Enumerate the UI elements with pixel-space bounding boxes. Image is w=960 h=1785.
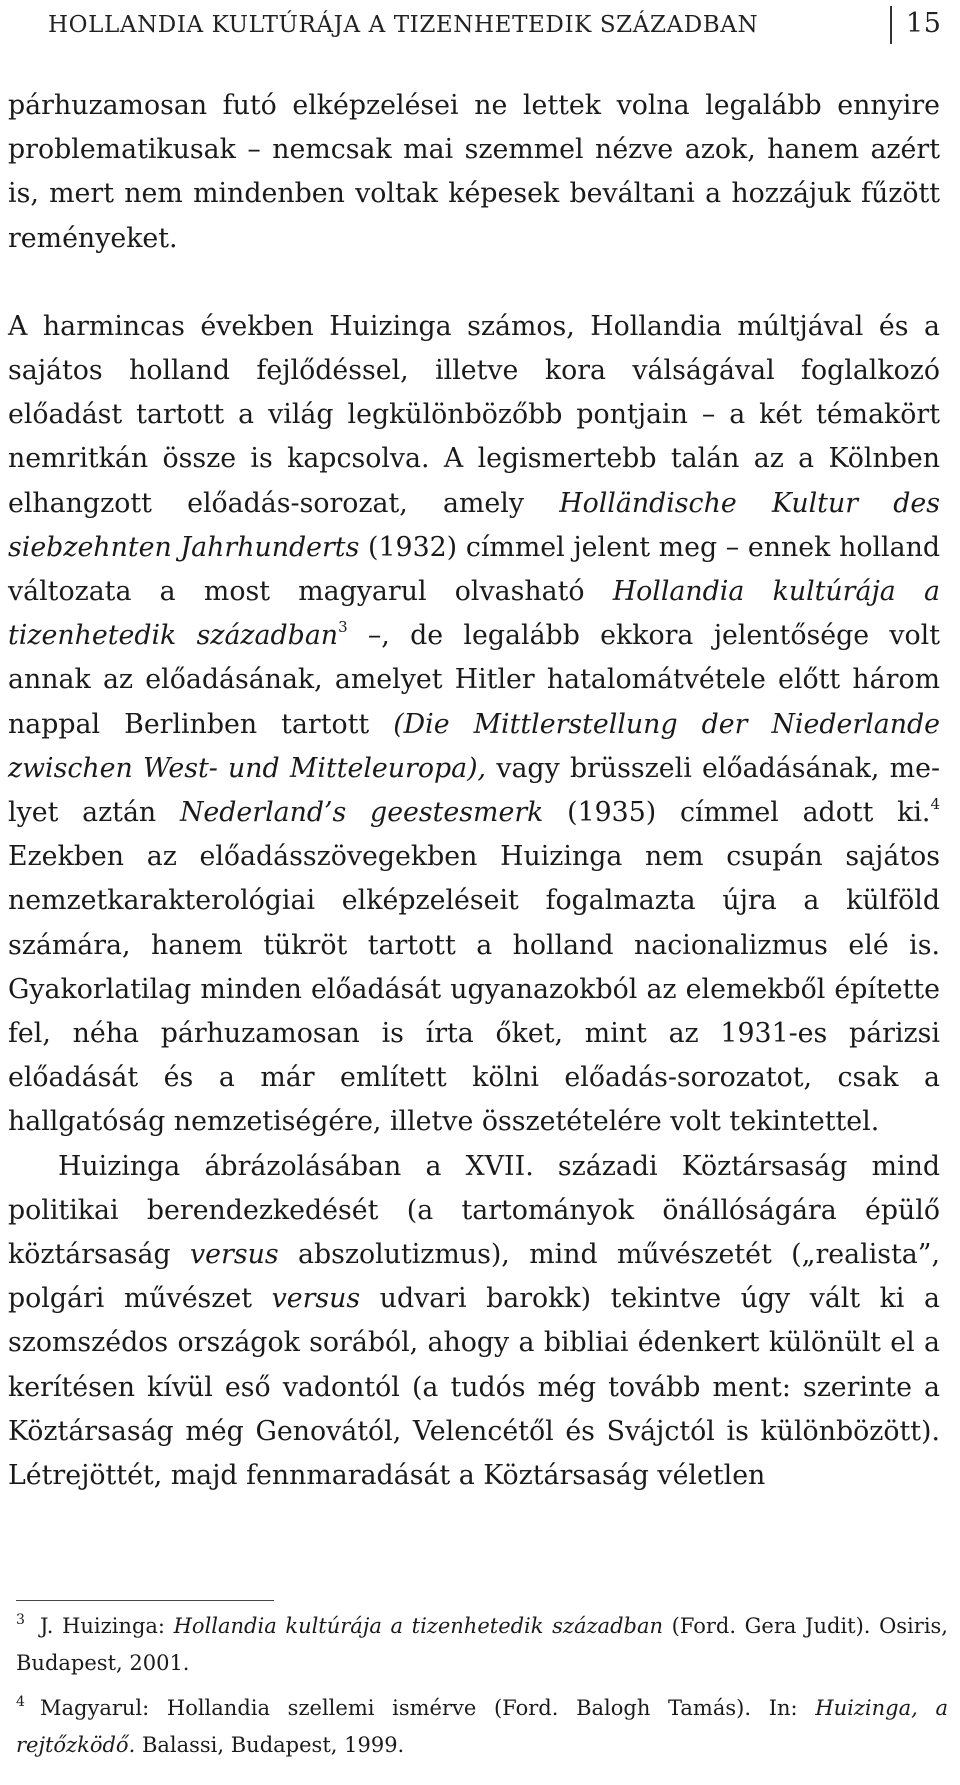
p3-text-2: abszolutizmus), mind művészetét („realista”, polgári művészet (8, 1239, 940, 1315)
paragraph-2 (8, 305, 940, 1145)
p2-text-1: A harmincas években Huizinga számos, Hollandia múltjával és a sajátos holland fejlődéssel, illetve kora válságával foglalkozó előadást tartott a világ legkülönbözőbb pontjain – a két témakört nemritkán össze is kapcsolva. A legismertebb talán az a Kölnben elhangzott előadás-sorozat, amely (8, 310, 940, 519)
p2-italic-title-4: Nederland’s geestesmerk (179, 797, 544, 829)
p2-text-5: (1935) címmel adott ki. (543, 797, 931, 829)
header-separator (890, 6, 892, 44)
p3-text-1: Huizinga ábrázolásában a XVII. századi Köztársaság mind politikai berendezkedését (a tartományok önállóságára épülő köztársaság (8, 1150, 940, 1271)
footnote-4: 4 Magyarul: Hollandia szellemi ismérve (Ford. Balogh Tamás). In: Huizinga, a rejtőzködő. Balassi, Budapest, 1999. (16, 1694, 948, 1757)
paragraph-1 (8, 84, 940, 261)
footnote-ref-3[interactable]: 3 (338, 618, 348, 637)
paragraph-3 (8, 1145, 940, 1499)
p2-italic-title-2: Hollandia kultúrája a tizenhetedik században (8, 576, 940, 652)
p3-italic-1: versus (190, 1239, 279, 1271)
book-page (8, 0, 948, 1757)
p2-text-4: vagy brüsszeli előadásának, melyet aztán (8, 752, 940, 829)
footnote-3-text-1: J. Huizinga: (40, 1614, 174, 1638)
p2-text-3: –, de legalább ekkora jelentősége volt annak az előadásának, amelyet Hitler hatalomátvétele előtt három nappal Berlinben tartott (8, 620, 940, 740)
running-header (8, 0, 940, 54)
footnote-3: 3 J. Huizinga: Hollandia kultúrája a tizenhetedik században (Ford. Gera Judit). Osiris, Budapest, 2001. (16, 1612, 948, 1675)
p2-italic-title-1: Holländische Kultur des siebzehnten Jahrhunderts (8, 487, 941, 563)
footnote-4-text-1: Magyarul: Hollandia szellemi ismérve (Ford. Balogh Tamás). In: (40, 1696, 816, 1720)
main-text (8, 84, 940, 1498)
footnote-4-text-2: Balassi, Budapest, 1999. (135, 1733, 405, 1757)
footnote-3-text-2: (Ford. Gera Judit). Osiris, Budapest, 2001. (16, 1614, 948, 1675)
footnote-3-italic: Hollandia kultúrája a tizenhetedik században (173, 1614, 663, 1638)
p2-italic-title-3: (Die Mittlerstellung der Niederlande zwischen West- und Mitteleuropa), (8, 708, 940, 784)
running-title: HOLLANDIA KULTÚRÁJA A TIZENHETEDIK SZÁZADBAN (48, 12, 759, 38)
footnote-4-italic: Huizinga, a rejtőzködő. (16, 1696, 948, 1757)
footnotes (16, 1608, 948, 1764)
page-number: 15 (906, 8, 942, 39)
p2-text-2: (1932) címmel jelent meg – ennek holland változata a most magyarul olvasható (8, 531, 940, 608)
p3-italic-2: versus (271, 1283, 361, 1315)
p2-text-6: Ezekben az előadásszövegekben Huizinga nem csupán sajátos nemzetkarakterológiai elképzeléseit fogalmazta újra a külföld számára, hanem tükröt tartott a holland nacionalizmus elé is. Gyakorlatilag minden előadását ugyanazokból az elemekből építette fel, néha párhuzamosan is írta őket, mint az 1931-es párizsi előadását és a már említett kölni előadás-sorozatot, csak a hallgatóság nemzetiségére, illetve összetételére volt tekintettel. (8, 841, 940, 1138)
footnote-ref-4[interactable]: 4 (930, 795, 940, 814)
paragraph-1-text: párhuzamosan futó elképzelései ne lettek volna legalább ennyire problematikusak – nemcsak mai szemmel nézve azok, hanem azért is, mert nem mindenben voltak képesek beváltani a hozzájuk fűzött reményeket. (8, 90, 940, 254)
p3-text-3: udvari barokk) tekintve úgy vált ki a szomszédos országok sorából, ahogy a bibliai édenkert különült el a kerítésen kívül eső vadontól (a tudós még tovább ment: szerinte a Köztársaság még Genovától, Velencétől és Svájctól is különbözött). Létrejöttét, majd fennmaradását a Köztársaság véletlen (8, 1283, 940, 1492)
footnote-rule (16, 1600, 274, 1601)
